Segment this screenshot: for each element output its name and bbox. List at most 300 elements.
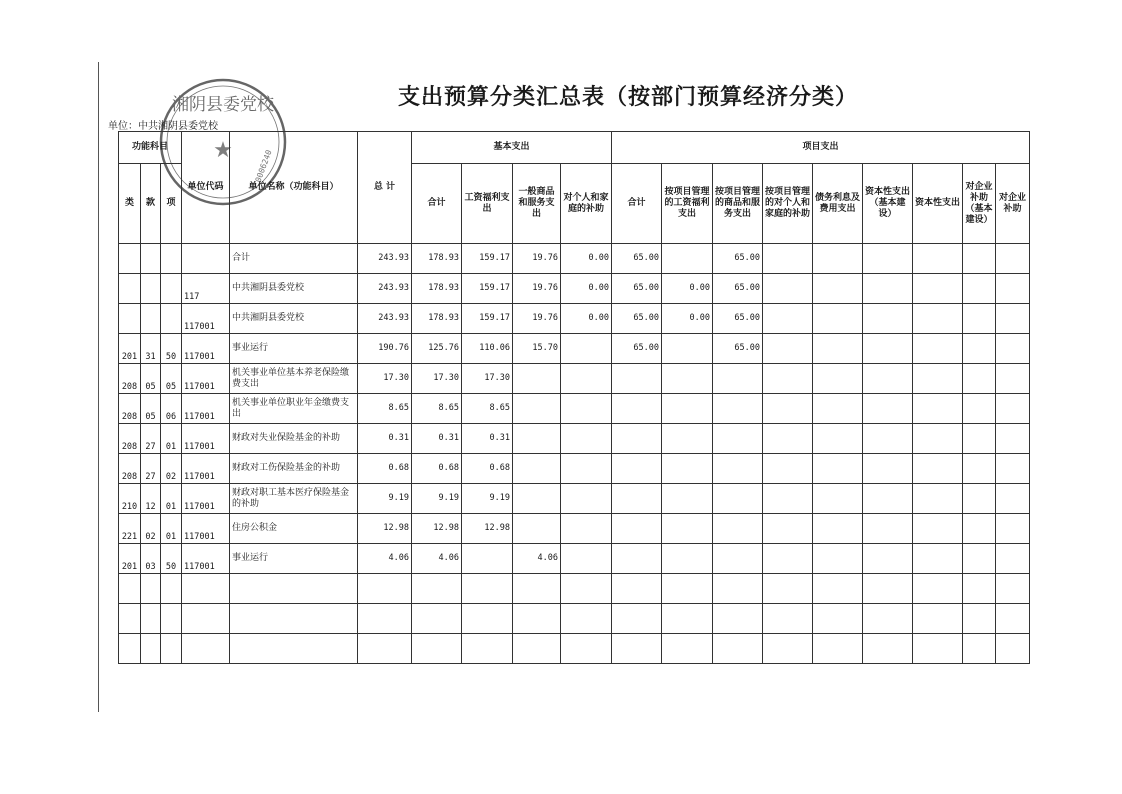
cell-empty bbox=[996, 574, 1030, 604]
cell-b-personal: 0.00 bbox=[561, 244, 612, 274]
cell-empty bbox=[863, 634, 913, 664]
table-row bbox=[119, 424, 1030, 454]
cell-b-total: 0.31 bbox=[412, 424, 462, 454]
table-row-empty bbox=[119, 634, 1030, 664]
cell-code: 117001 bbox=[182, 514, 230, 544]
cell-empty bbox=[813, 484, 863, 514]
cell-empty bbox=[612, 574, 662, 604]
cell-p-total: 65.00 bbox=[612, 304, 662, 334]
header-proj-enterprise: 对企业补助 bbox=[996, 164, 1030, 244]
header-unit-name: 单位名称（功能科目） bbox=[230, 132, 358, 244]
cell-empty bbox=[358, 634, 412, 664]
header-proj-enterprise-build: 对企业补助（基本建设） bbox=[963, 164, 996, 244]
cell-empty bbox=[763, 304, 813, 334]
cell-empty bbox=[996, 364, 1030, 394]
cell-p-wage bbox=[662, 454, 713, 484]
cell-code: 117001 bbox=[182, 484, 230, 514]
cell-empty bbox=[863, 274, 913, 304]
table-row bbox=[119, 544, 1030, 574]
cell-name: 财政对工伤保险基金的补助 bbox=[230, 454, 358, 484]
cell-empty bbox=[462, 574, 513, 604]
cell-p-goods bbox=[713, 544, 763, 574]
cell-xiang: 05 bbox=[161, 364, 182, 394]
cell-empty bbox=[230, 574, 358, 604]
cell-empty bbox=[182, 634, 230, 664]
cell-b-goods bbox=[513, 394, 561, 424]
cell-empty bbox=[119, 574, 141, 604]
header-xiang: 项 bbox=[161, 164, 182, 244]
table-row bbox=[119, 274, 1030, 304]
cell-empty bbox=[813, 424, 863, 454]
cell-p-wage: 0.00 bbox=[662, 274, 713, 304]
cell-empty bbox=[230, 604, 358, 634]
cell-empty bbox=[863, 364, 913, 394]
cell-empty bbox=[813, 394, 863, 424]
cell-empty bbox=[763, 514, 813, 544]
cell-b-personal bbox=[561, 544, 612, 574]
cell-empty bbox=[161, 604, 182, 634]
cell-empty bbox=[813, 454, 863, 484]
left-margin-rule bbox=[98, 62, 99, 712]
cell-p-total bbox=[612, 454, 662, 484]
cell-p-wage bbox=[662, 544, 713, 574]
cell-p-total: 65.00 bbox=[612, 334, 662, 364]
cell-empty bbox=[513, 634, 561, 664]
cell-empty bbox=[161, 574, 182, 604]
cell-empty bbox=[763, 274, 813, 304]
cell-code: 117001 bbox=[182, 394, 230, 424]
cell-b-personal bbox=[561, 394, 612, 424]
cell-empty bbox=[913, 544, 963, 574]
header-proj-capital-build: 资本性支出（基本建设） bbox=[863, 164, 913, 244]
svg-text:★: ★ bbox=[213, 138, 233, 163]
cell-empty bbox=[963, 574, 996, 604]
cell-b-total: 17.30 bbox=[412, 364, 462, 394]
table-row-empty bbox=[119, 574, 1030, 604]
cell-empty bbox=[813, 364, 863, 394]
cell-empty bbox=[963, 304, 996, 334]
cell-xiang bbox=[161, 274, 182, 304]
header-unit-code: 单位代码 bbox=[182, 132, 230, 244]
cell-empty bbox=[561, 634, 612, 664]
cell-b-goods: 19.76 bbox=[513, 274, 561, 304]
cell-code: 117001 bbox=[182, 544, 230, 574]
cell-p-wage bbox=[662, 514, 713, 544]
cell-empty bbox=[913, 274, 963, 304]
cell-total: 17.30 bbox=[358, 364, 412, 394]
cell-empty bbox=[763, 394, 813, 424]
cell-total: 243.93 bbox=[358, 274, 412, 304]
cell-empty bbox=[963, 514, 996, 544]
cell-p-goods: 65.00 bbox=[713, 244, 763, 274]
cell-empty bbox=[412, 574, 462, 604]
cell-empty bbox=[713, 604, 763, 634]
table-row bbox=[119, 364, 1030, 394]
cell-empty bbox=[996, 484, 1030, 514]
cell-xiang bbox=[161, 304, 182, 334]
cell-empty bbox=[913, 514, 963, 544]
cell-empty bbox=[662, 634, 713, 664]
cell-empty bbox=[996, 634, 1030, 664]
cell-empty bbox=[913, 574, 963, 604]
cell-p-total bbox=[612, 394, 662, 424]
header-basic-wage: 工资福利支出 bbox=[462, 164, 513, 244]
cell-xiang: 06 bbox=[161, 394, 182, 424]
cell-b-wage: 8.65 bbox=[462, 394, 513, 424]
cell-lei: 201 bbox=[119, 334, 141, 364]
cell-b-wage: 0.31 bbox=[462, 424, 513, 454]
cell-b-goods bbox=[513, 364, 561, 394]
cell-empty bbox=[913, 604, 963, 634]
cell-kuan: 02 bbox=[141, 514, 161, 544]
cell-b-goods bbox=[513, 424, 561, 454]
cell-b-total: 12.98 bbox=[412, 514, 462, 544]
cell-empty bbox=[119, 634, 141, 664]
cell-b-total: 4.06 bbox=[412, 544, 462, 574]
cell-empty bbox=[813, 604, 863, 634]
cell-kuan: 31 bbox=[141, 334, 161, 364]
cell-empty bbox=[763, 244, 813, 274]
cell-empty bbox=[996, 244, 1030, 274]
cell-b-personal: 0.00 bbox=[561, 274, 612, 304]
cell-b-goods: 4.06 bbox=[513, 544, 561, 574]
table-row-empty bbox=[119, 604, 1030, 634]
cell-p-goods bbox=[713, 394, 763, 424]
cell-empty bbox=[141, 604, 161, 634]
cell-empty bbox=[412, 604, 462, 634]
cell-empty bbox=[913, 424, 963, 454]
cell-xiang bbox=[161, 244, 182, 274]
cell-total: 12.98 bbox=[358, 514, 412, 544]
cell-code: 117001 bbox=[182, 454, 230, 484]
cell-kuan bbox=[141, 244, 161, 274]
cell-name: 机关事业单位职业年金缴费支出 bbox=[230, 394, 358, 424]
cell-p-wage bbox=[662, 484, 713, 514]
cell-total: 8.65 bbox=[358, 394, 412, 424]
cell-kuan bbox=[141, 274, 161, 304]
cell-b-personal bbox=[561, 334, 612, 364]
cell-b-personal bbox=[561, 364, 612, 394]
cell-empty bbox=[662, 574, 713, 604]
cell-empty bbox=[863, 454, 913, 484]
cell-code bbox=[182, 244, 230, 274]
cell-lei: 221 bbox=[119, 514, 141, 544]
cell-empty bbox=[963, 394, 996, 424]
cell-lei: 208 bbox=[119, 364, 141, 394]
cell-xiang: 50 bbox=[161, 334, 182, 364]
cell-empty bbox=[462, 604, 513, 634]
cell-xiang: 01 bbox=[161, 484, 182, 514]
cell-kuan: 27 bbox=[141, 454, 161, 484]
cell-b-wage bbox=[462, 544, 513, 574]
cell-p-total bbox=[612, 484, 662, 514]
cell-kuan: 12 bbox=[141, 484, 161, 514]
cell-b-personal bbox=[561, 424, 612, 454]
cell-empty bbox=[713, 634, 763, 664]
cell-empty bbox=[963, 634, 996, 664]
cell-empty bbox=[561, 574, 612, 604]
header-project: 项目支出 bbox=[612, 132, 1030, 164]
cell-name: 财政对失业保险基金的补助 bbox=[230, 424, 358, 454]
table-body bbox=[119, 244, 1030, 664]
cell-p-wage bbox=[662, 394, 713, 424]
cell-name: 合计 bbox=[230, 244, 358, 274]
cell-b-personal: 0.00 bbox=[561, 304, 612, 334]
cell-lei: 208 bbox=[119, 394, 141, 424]
cell-empty bbox=[561, 604, 612, 634]
cell-p-total bbox=[612, 544, 662, 574]
cell-name: 中共湘阴县委党校 bbox=[230, 274, 358, 304]
header-func-subject: 功能科目 bbox=[119, 132, 182, 164]
cell-empty bbox=[963, 424, 996, 454]
cell-b-wage: 159.17 bbox=[462, 304, 513, 334]
cell-empty bbox=[913, 364, 963, 394]
cell-b-wage: 9.19 bbox=[462, 484, 513, 514]
cell-p-wage bbox=[662, 364, 713, 394]
cell-b-goods: 19.76 bbox=[513, 304, 561, 334]
table-row bbox=[119, 454, 1030, 484]
cell-lei: 208 bbox=[119, 424, 141, 454]
cell-empty bbox=[813, 544, 863, 574]
cell-p-goods bbox=[713, 424, 763, 454]
header-proj-goods: 按项目管理的商品和服务支出 bbox=[713, 164, 763, 244]
header-proj-total: 合计 bbox=[612, 164, 662, 244]
cell-empty bbox=[813, 574, 863, 604]
cell-kuan bbox=[141, 304, 161, 334]
cell-name: 事业运行 bbox=[230, 334, 358, 364]
cell-p-wage bbox=[662, 334, 713, 364]
cell-lei bbox=[119, 274, 141, 304]
cell-p-total bbox=[612, 364, 662, 394]
cell-empty bbox=[996, 544, 1030, 574]
cell-empty bbox=[141, 574, 161, 604]
cell-code: 117 bbox=[182, 274, 230, 304]
cell-b-goods bbox=[513, 454, 561, 484]
cell-empty bbox=[863, 514, 913, 544]
cell-p-goods bbox=[713, 484, 763, 514]
cell-p-total bbox=[612, 514, 662, 544]
cell-empty bbox=[963, 274, 996, 304]
cell-empty bbox=[996, 304, 1030, 334]
cell-name: 中共湘阴县委党校 bbox=[230, 304, 358, 334]
cell-code: 117001 bbox=[182, 364, 230, 394]
cell-empty bbox=[996, 424, 1030, 454]
cell-p-total: 65.00 bbox=[612, 244, 662, 274]
cell-b-personal bbox=[561, 454, 612, 484]
cell-empty bbox=[763, 574, 813, 604]
cell-empty bbox=[713, 574, 763, 604]
cell-p-wage bbox=[662, 424, 713, 454]
table-row bbox=[119, 244, 1030, 274]
cell-empty bbox=[963, 364, 996, 394]
cell-b-total: 178.93 bbox=[412, 274, 462, 304]
cell-kuan: 05 bbox=[141, 394, 161, 424]
cell-empty bbox=[119, 604, 141, 634]
cell-p-total: 65.00 bbox=[612, 274, 662, 304]
cell-empty bbox=[813, 274, 863, 304]
cell-lei bbox=[119, 304, 141, 334]
cell-empty bbox=[763, 364, 813, 394]
header-proj-wage: 按项目管理的工资福利支出 bbox=[662, 164, 713, 244]
cell-kuan: 27 bbox=[141, 424, 161, 454]
header-proj-personal: 按项目管理的对个人和家庭的补助 bbox=[763, 164, 813, 244]
table-row bbox=[119, 484, 1030, 514]
cell-p-wage bbox=[662, 244, 713, 274]
cell-empty bbox=[963, 544, 996, 574]
table-row bbox=[119, 304, 1030, 334]
table-row bbox=[119, 514, 1030, 544]
cell-empty bbox=[763, 544, 813, 574]
table-row bbox=[119, 334, 1030, 364]
cell-b-total: 8.65 bbox=[412, 394, 462, 424]
cell-empty bbox=[358, 604, 412, 634]
cell-empty bbox=[662, 604, 713, 634]
cell-empty bbox=[412, 634, 462, 664]
cell-empty bbox=[913, 634, 963, 664]
cell-total: 0.68 bbox=[358, 454, 412, 484]
cell-empty bbox=[462, 634, 513, 664]
cell-lei: 208 bbox=[119, 454, 141, 484]
cell-empty bbox=[182, 604, 230, 634]
cell-empty bbox=[863, 394, 913, 424]
cell-p-total bbox=[612, 424, 662, 454]
cell-empty bbox=[996, 454, 1030, 484]
cell-empty bbox=[913, 334, 963, 364]
header-kuan: 款 bbox=[141, 164, 161, 244]
cell-b-total: 9.19 bbox=[412, 484, 462, 514]
cell-empty bbox=[813, 244, 863, 274]
cell-p-goods: 65.00 bbox=[713, 334, 763, 364]
cell-kuan: 03 bbox=[141, 544, 161, 574]
page-title: 支出预算分类汇总表（按部门预算经济分类） bbox=[398, 84, 859, 110]
cell-empty bbox=[913, 244, 963, 274]
cell-empty bbox=[763, 454, 813, 484]
unit-label: 单位：中共湘阴县委党校 bbox=[108, 121, 218, 132]
cell-name: 机关事业单位基本养老保险缴费支出 bbox=[230, 364, 358, 394]
cell-empty bbox=[863, 304, 913, 334]
cell-p-goods bbox=[713, 514, 763, 544]
header-lei: 类 bbox=[119, 164, 141, 244]
cell-p-goods bbox=[713, 364, 763, 394]
cell-empty bbox=[763, 334, 813, 364]
cell-empty bbox=[161, 634, 182, 664]
cell-b-wage: 110.06 bbox=[462, 334, 513, 364]
cell-empty bbox=[863, 244, 913, 274]
cell-empty bbox=[863, 604, 913, 634]
cell-b-goods: 19.76 bbox=[513, 244, 561, 274]
cell-empty bbox=[863, 334, 913, 364]
cell-total: 0.31 bbox=[358, 424, 412, 454]
cell-p-goods bbox=[713, 454, 763, 484]
cell-total: 243.93 bbox=[358, 244, 412, 274]
cell-empty bbox=[813, 304, 863, 334]
header-basic-goods: 一般商品和服务支出 bbox=[513, 164, 561, 244]
cell-total: 4.06 bbox=[358, 544, 412, 574]
cell-empty bbox=[963, 604, 996, 634]
cell-p-goods: 65.00 bbox=[713, 304, 763, 334]
header-basic-personal: 对个人和家庭的补助 bbox=[561, 164, 612, 244]
cell-empty bbox=[963, 484, 996, 514]
cell-xiang: 01 bbox=[161, 424, 182, 454]
cell-empty bbox=[763, 424, 813, 454]
cell-b-total: 125.76 bbox=[412, 334, 462, 364]
cell-empty bbox=[513, 574, 561, 604]
header-proj-capital: 资本性支出 bbox=[913, 164, 963, 244]
cell-empty bbox=[863, 424, 913, 454]
cell-empty bbox=[996, 394, 1030, 424]
cell-xiang: 50 bbox=[161, 544, 182, 574]
cell-b-wage: 0.68 bbox=[462, 454, 513, 484]
cell-empty bbox=[763, 484, 813, 514]
cell-b-goods bbox=[513, 514, 561, 544]
cell-xiang: 01 bbox=[161, 514, 182, 544]
cell-b-personal bbox=[561, 514, 612, 544]
cell-b-wage: 159.17 bbox=[462, 244, 513, 274]
cell-empty bbox=[963, 244, 996, 274]
cell-empty bbox=[141, 634, 161, 664]
cell-empty bbox=[996, 604, 1030, 634]
cell-b-total: 178.93 bbox=[412, 244, 462, 274]
cell-empty bbox=[358, 574, 412, 604]
cell-empty bbox=[913, 304, 963, 334]
cell-name: 财政对职工基本医疗保险基金的补助 bbox=[230, 484, 358, 514]
cell-kuan: 05 bbox=[141, 364, 161, 394]
cell-empty bbox=[996, 334, 1030, 364]
cell-lei: 210 bbox=[119, 484, 141, 514]
cell-empty bbox=[813, 334, 863, 364]
cell-b-total: 178.93 bbox=[412, 304, 462, 334]
table-row bbox=[119, 394, 1030, 424]
cell-empty bbox=[996, 274, 1030, 304]
cell-empty bbox=[813, 634, 863, 664]
cell-empty bbox=[863, 544, 913, 574]
cell-total: 190.76 bbox=[358, 334, 412, 364]
cell-empty bbox=[513, 604, 561, 634]
cell-lei bbox=[119, 244, 141, 274]
cell-total: 243.93 bbox=[358, 304, 412, 334]
header-basic: 基本支出 bbox=[412, 132, 612, 164]
cell-empty bbox=[963, 334, 996, 364]
header-basic-total: 合计 bbox=[412, 164, 462, 244]
cell-empty bbox=[863, 574, 913, 604]
cell-empty bbox=[913, 454, 963, 484]
cell-p-wage: 0.00 bbox=[662, 304, 713, 334]
cell-code: 117001 bbox=[182, 334, 230, 364]
cell-name: 住房公积金 bbox=[230, 514, 358, 544]
cell-empty bbox=[863, 484, 913, 514]
cell-empty bbox=[763, 604, 813, 634]
cell-empty bbox=[963, 454, 996, 484]
cell-b-goods: 15.70 bbox=[513, 334, 561, 364]
cell-empty bbox=[612, 604, 662, 634]
stamp-text: 湘阴县委党校 bbox=[172, 95, 274, 115]
cell-empty bbox=[763, 634, 813, 664]
cell-code: 117001 bbox=[182, 424, 230, 454]
cell-b-wage: 159.17 bbox=[462, 274, 513, 304]
cell-empty bbox=[612, 634, 662, 664]
cell-b-wage: 12.98 bbox=[462, 514, 513, 544]
cell-empty bbox=[182, 574, 230, 604]
cell-empty bbox=[230, 634, 358, 664]
cell-code: 117001 bbox=[182, 304, 230, 334]
cell-p-goods: 65.00 bbox=[713, 274, 763, 304]
cell-total: 9.19 bbox=[358, 484, 412, 514]
cell-empty bbox=[996, 514, 1030, 544]
stamp-code: 0006240 bbox=[253, 148, 274, 184]
cell-lei: 201 bbox=[119, 544, 141, 574]
header-proj-debt: 债务利息及费用支出 bbox=[813, 164, 863, 244]
cell-b-total: 0.68 bbox=[412, 454, 462, 484]
